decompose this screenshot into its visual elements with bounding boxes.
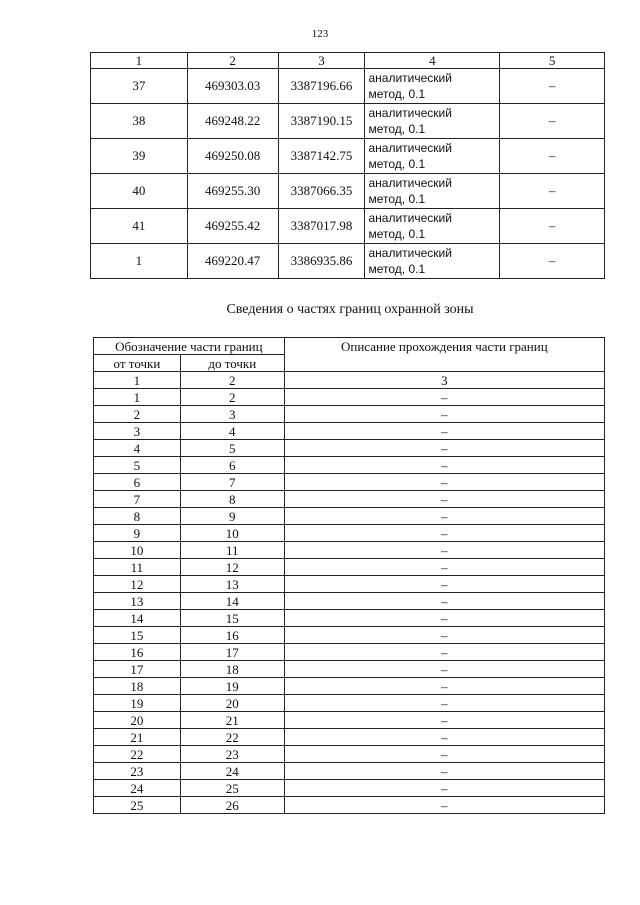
method-text: аналитический	[368, 211, 452, 225]
table-row	[91, 244, 605, 279]
table-row	[94, 661, 605, 678]
from-point: 6	[94, 474, 181, 491]
to-point: 19	[180, 678, 284, 695]
from-point: 22	[94, 746, 181, 763]
from-point: 14	[94, 610, 181, 627]
from-point: 4	[94, 440, 181, 457]
description-cell: –	[284, 559, 604, 576]
method-accuracy: метод, 0.1	[368, 227, 426, 241]
description-cell: –	[284, 389, 604, 406]
description-cell: –	[284, 576, 604, 593]
coordinate-x: 469255.30	[187, 174, 278, 209]
table-row	[91, 209, 605, 244]
to-point: 3	[180, 406, 284, 423]
page-number: 123	[311, 28, 329, 40]
coordinate-y: 3387142.75	[278, 139, 365, 174]
coordinate-y: 3387190.15	[278, 104, 365, 139]
from-point: 17	[94, 661, 181, 678]
method-cell	[365, 139, 500, 174]
method-cell	[365, 69, 500, 104]
from-point: 25	[94, 797, 181, 814]
table-row	[94, 423, 605, 440]
to-point: 9	[180, 508, 284, 525]
method-accuracy: метод, 0.1	[368, 157, 426, 171]
method-accuracy: метод, 0.1	[368, 262, 426, 276]
to-point: 18	[180, 661, 284, 678]
parts-header-row	[94, 338, 605, 355]
table-row	[94, 678, 605, 695]
description-cell: –	[284, 712, 604, 729]
table-row	[94, 593, 605, 610]
description-cell: –	[284, 610, 604, 627]
from-point: 11	[94, 559, 181, 576]
table-row	[94, 695, 605, 712]
table-row	[91, 104, 605, 139]
description-cell: –	[284, 406, 604, 423]
description-cell: –	[284, 525, 604, 542]
table-row	[94, 508, 605, 525]
table-row	[91, 174, 605, 209]
description-cell: –	[284, 440, 604, 457]
to-point: 20	[180, 695, 284, 712]
from-point: 9	[94, 525, 181, 542]
to-point: 13	[180, 576, 284, 593]
from-point: 2	[94, 406, 181, 423]
from-point: 15	[94, 627, 181, 644]
table-row	[94, 406, 605, 423]
table-row	[94, 780, 605, 797]
method-cell	[365, 244, 500, 279]
from-point: 12	[94, 576, 181, 593]
description-cell: –	[284, 763, 604, 780]
coordinate-y: 3386935.86	[278, 244, 365, 279]
method-text: аналитический	[368, 106, 452, 120]
note-cell: –	[500, 104, 605, 139]
method-accuracy: метод, 0.1	[368, 122, 426, 136]
header-description: Описание прохождения части границ	[284, 338, 604, 372]
table-row	[94, 729, 605, 746]
method-text: аналитический	[368, 141, 452, 155]
to-point: 4	[180, 423, 284, 440]
description-cell: –	[284, 678, 604, 695]
column-number: 1	[94, 372, 181, 389]
to-point: 10	[180, 525, 284, 542]
from-point: 5	[94, 457, 181, 474]
coordinate-x: 469255.42	[187, 209, 278, 244]
to-point: 11	[180, 542, 284, 559]
method-accuracy: метод, 0.1	[368, 192, 426, 206]
note-cell: –	[500, 174, 605, 209]
description-cell: –	[284, 797, 604, 814]
from-point: 16	[94, 644, 181, 661]
method-cell	[365, 209, 500, 244]
description-cell: –	[284, 508, 604, 525]
description-cell: –	[284, 644, 604, 661]
column-number: 2	[180, 372, 284, 389]
from-point: 23	[94, 763, 181, 780]
description-cell: –	[284, 746, 604, 763]
method-text: аналитический	[368, 246, 452, 260]
table-row	[94, 491, 605, 508]
table-row	[94, 644, 605, 661]
to-point: 14	[180, 593, 284, 610]
coordinate-x: 469303.03	[187, 69, 278, 104]
method-cell	[365, 174, 500, 209]
table-row	[94, 559, 605, 576]
description-cell: –	[284, 542, 604, 559]
from-point: 8	[94, 508, 181, 525]
to-point: 6	[180, 457, 284, 474]
table-row	[94, 610, 605, 627]
method-accuracy: метод, 0.1	[368, 87, 426, 101]
note-cell: –	[500, 69, 605, 104]
table-row	[94, 542, 605, 559]
table-row	[94, 797, 605, 814]
from-point: 10	[94, 542, 181, 559]
description-cell: –	[284, 695, 604, 712]
column-number: 4	[365, 53, 500, 69]
description-cell: –	[284, 457, 604, 474]
to-point: 22	[180, 729, 284, 746]
column-number: 1	[91, 53, 188, 69]
from-point: 3	[94, 423, 181, 440]
point-number: 39	[91, 139, 188, 174]
description-cell: –	[284, 423, 604, 440]
from-point: 18	[94, 678, 181, 695]
description-cell: –	[284, 661, 604, 678]
coordinate-y: 3387017.98	[278, 209, 365, 244]
from-point: 19	[94, 695, 181, 712]
to-point: 16	[180, 627, 284, 644]
header-part-designation: Обозначение части границ	[94, 338, 285, 355]
method-text: аналитический	[368, 176, 452, 190]
to-point: 12	[180, 559, 284, 576]
to-point: 26	[180, 797, 284, 814]
description-cell: –	[284, 729, 604, 746]
from-point: 21	[94, 729, 181, 746]
column-number: 2	[187, 53, 278, 69]
table-row	[91, 69, 605, 104]
table-row	[94, 576, 605, 593]
boundary-parts-table	[93, 337, 605, 814]
to-point: 21	[180, 712, 284, 729]
point-number: 40	[91, 174, 188, 209]
note-cell: –	[500, 209, 605, 244]
from-point: 13	[94, 593, 181, 610]
note-cell: –	[500, 244, 605, 279]
table-row	[91, 139, 605, 174]
description-cell: –	[284, 627, 604, 644]
description-cell: –	[284, 474, 604, 491]
header-to-point: до точки	[180, 355, 284, 372]
point-number: 37	[91, 69, 188, 104]
coordinate-x: 469220.47	[187, 244, 278, 279]
coordinate-y: 3387196.66	[278, 69, 365, 104]
coordinate-x: 469250.08	[187, 139, 278, 174]
parts-numbering-row	[94, 372, 605, 389]
point-number: 1	[91, 244, 188, 279]
method-cell	[365, 104, 500, 139]
from-point: 24	[94, 780, 181, 797]
column-number: 3	[278, 53, 365, 69]
coordinates-table	[90, 52, 605, 279]
table-row	[94, 763, 605, 780]
point-number: 38	[91, 104, 188, 139]
section-title: Сведения о частях границ охранной зоны	[226, 302, 474, 317]
coordinate-x: 469248.22	[187, 104, 278, 139]
to-point: 8	[180, 491, 284, 508]
from-point: 7	[94, 491, 181, 508]
table-row	[94, 389, 605, 406]
to-point: 7	[180, 474, 284, 491]
from-point: 20	[94, 712, 181, 729]
column-number: 5	[500, 53, 605, 69]
table-row	[94, 746, 605, 763]
to-point: 25	[180, 780, 284, 797]
from-point: 1	[94, 389, 181, 406]
note-cell: –	[500, 139, 605, 174]
header-from-point: от точки	[94, 355, 181, 372]
to-point: 17	[180, 644, 284, 661]
to-point: 5	[180, 440, 284, 457]
description-cell: –	[284, 491, 604, 508]
method-text: аналитический	[368, 71, 452, 85]
description-cell: –	[284, 780, 604, 797]
table-row	[94, 627, 605, 644]
table-row	[94, 440, 605, 457]
table-row	[94, 457, 605, 474]
description-cell: –	[284, 593, 604, 610]
point-number: 41	[91, 209, 188, 244]
to-point: 24	[180, 763, 284, 780]
table-row	[94, 525, 605, 542]
to-point: 23	[180, 746, 284, 763]
to-point: 2	[180, 389, 284, 406]
coordinates-header-row	[91, 53, 605, 69]
to-point: 15	[180, 610, 284, 627]
table-row	[94, 474, 605, 491]
table-row	[94, 712, 605, 729]
column-number: 3	[284, 372, 604, 389]
coordinate-y: 3387066.35	[278, 174, 365, 209]
